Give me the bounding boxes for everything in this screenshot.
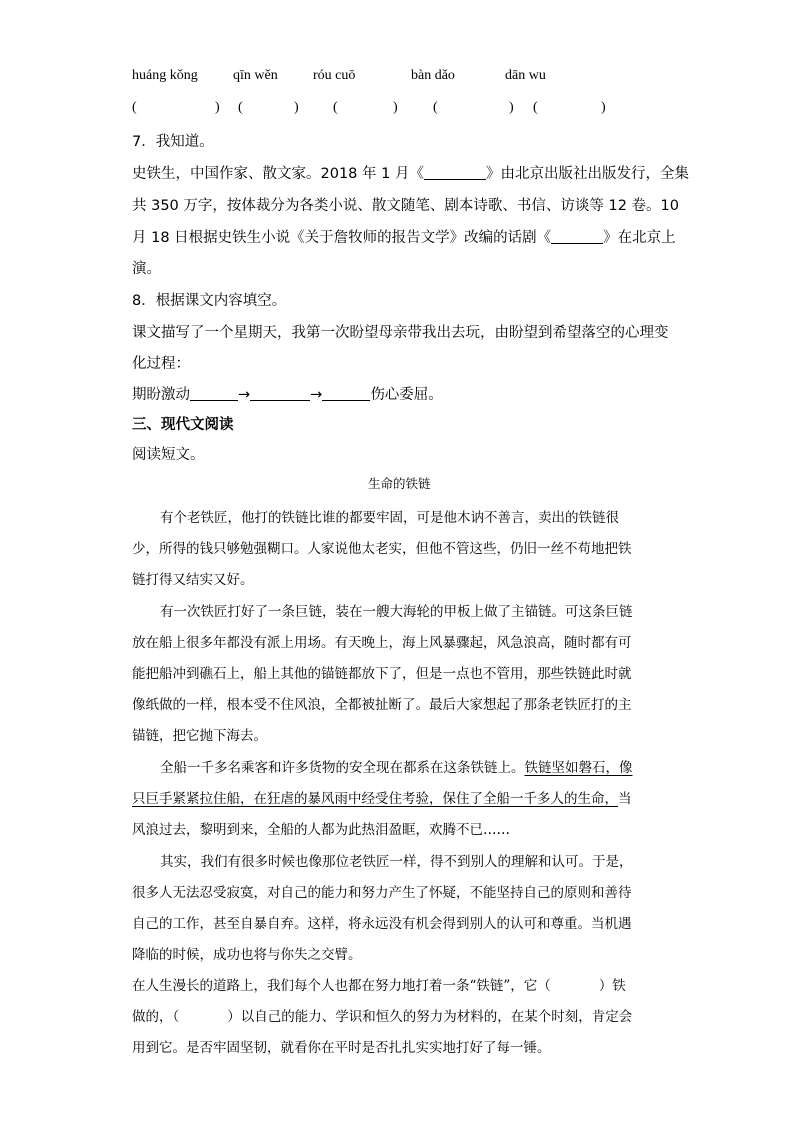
passage-p2-line-5: 锚链，把它抛下海去。 bbox=[132, 728, 267, 744]
passage-p5-line-3: 用到它。是否牢固坚韧，就看你在平时是否扎扎实实地打好了每一锤。 bbox=[132, 1040, 551, 1056]
answer-paren-close-4: ) bbox=[509, 100, 514, 115]
q7-line-2: 共 350 万字，按体裁分为各类小说、散文随笔、剧本诗歌、书信、访谈等 12 卷。10 bbox=[132, 198, 680, 214]
answer-paren-close-5: ) bbox=[601, 100, 606, 115]
passage-p5-line-1-tail: ）铁 bbox=[598, 978, 626, 994]
q8-end-text: 伤心委屈。 bbox=[370, 387, 443, 403]
passage-p5-line-1-text: 在人生漫长的道路上，我们每个人也都在努力地打着一条“铁链”，它（ bbox=[132, 978, 551, 994]
passage-p1-line-2: 少，所得的钱只够勉强糊口。人家说他太老实，但他不管这些，仍旧一丝不苟地把铁 bbox=[132, 541, 632, 557]
q8-line-1: 课文描写了一个星期天，我第一次盼望母亲带我出去玩，由盼望到希望落空的心理变 bbox=[132, 325, 669, 341]
q7-line-3-text-b: 》在北京上 bbox=[603, 230, 676, 246]
q7-line-1-text-a: 史铁生，中国作家、散文家。2018 年 1 月《 bbox=[132, 166, 424, 182]
q8-line-2: 化过程： bbox=[132, 356, 190, 372]
answer-paren-close-1: ) bbox=[215, 100, 220, 115]
underlined-sentence-part-2: 只巨手紧紧拉住船，在狂虐的暴风雨中经受住考验，保住了全船一千多人的生命， bbox=[132, 791, 618, 807]
q7-line-1-text-b: 》由北京出版社出版发行，全集 bbox=[485, 166, 689, 182]
passage-p5-line-2-text: ）以自己的能力、学识和恒久的努力为材料的，在某个时刻，肯定会 bbox=[227, 1009, 633, 1025]
q7-line-3-text-a: 月 18 日根据史铁生小说《关于詹牧师的报告文学》改编的话剧《 bbox=[132, 230, 552, 246]
passage-p1-line-1: 有个老铁匠，他打的铁链比谁的都要牢固，可是他木讷不善言，卖出的铁链很 bbox=[160, 510, 619, 526]
q8-start-text: 期盼激动 bbox=[132, 387, 190, 403]
section-3-intro: 阅读短文。 bbox=[132, 447, 205, 463]
pinyin-2: qīn wěn bbox=[233, 68, 278, 83]
q8-blank-1[interactable] bbox=[190, 386, 238, 401]
q7-blank-2[interactable] bbox=[551, 229, 603, 244]
passage-p4-line-3: 自己的工作，甚至自暴自弃。这样，将永远没有机会得到别人的认可和尊重。当机遇 bbox=[132, 916, 632, 932]
underlined-sentence-part-1: 铁链坚如磐石，像 bbox=[524, 760, 633, 776]
passage-p5-line-2-head: 做的，（ bbox=[132, 1009, 180, 1025]
passage-p2-line-4: 像纸做的一样，根本受不住风浪，全都被扯断了。最后大家想起了那条老铁匠打的主 bbox=[132, 697, 632, 713]
passage-p2-line-1: 有一次铁匠打好了一条巨链，装在一艘大海轮的甲板上做了主锚链。可这条巨链 bbox=[160, 604, 633, 620]
q7-line-4: 演。 bbox=[132, 261, 161, 277]
section-3-heading: 三、现代文阅读 bbox=[132, 417, 234, 433]
passage-p3-line-2 bbox=[132, 787, 632, 807]
passage-p4-line-2: 很多人无法忍受寂寞，对自己的能力和努力产生了怀疑，不能坚持自己的原则和善待 bbox=[132, 885, 632, 901]
answer-paren-open-3: ( bbox=[333, 100, 338, 115]
q8-arrow-2: → bbox=[310, 387, 323, 403]
passage-p3-line-3: 风浪过去，黎明到来，全船的人都为此热泪盈眶，欢腾不已…… bbox=[132, 822, 510, 838]
passage-p5-line-2 bbox=[132, 1005, 632, 1025]
answer-paren-open-5: ( bbox=[533, 100, 538, 115]
passage-p1-line-3: 链打得又结实又好。 bbox=[132, 572, 254, 588]
q8-blank-2[interactable] bbox=[250, 386, 310, 401]
passage-p5-line-1 bbox=[132, 974, 626, 994]
q8-blank-3[interactable] bbox=[322, 386, 370, 401]
passage-p2-line-3: 能把船冲到礁石上，船上其他的锚链都放下了，但是一点也不管用，那些铁链此时就 bbox=[132, 666, 632, 682]
passage-title: 生命的铁链 bbox=[368, 476, 431, 491]
q8-line-3 bbox=[132, 383, 443, 404]
passage-p3-line-1 bbox=[160, 756, 633, 776]
answer-paren-close-2: ) bbox=[294, 100, 299, 115]
answer-paren-open-1: ( bbox=[132, 100, 137, 115]
q8-arrow-1: → bbox=[238, 387, 251, 403]
answer-paren-open-2: ( bbox=[238, 100, 243, 115]
q7-line-3 bbox=[132, 226, 676, 247]
passage-p3-line-1-text: 全船一千多名乘客和许多货物的安全现在都系在这条铁链上。 bbox=[160, 760, 525, 776]
passage-p2-line-2: 放在船上很多年都没有派上用场。有天晚上，海上风暴骤起，风急浪高，随时都有可 bbox=[132, 635, 632, 651]
pinyin-4: bàn dǎo bbox=[411, 68, 455, 83]
answer-paren-open-4: ( bbox=[433, 100, 438, 115]
passage-p3-line-2-tail: 当 bbox=[618, 791, 632, 807]
passage-p4-line-1: 其实，我们有很多时候也像那位老铁匠一样，得不到别人的理解和认可。于是， bbox=[160, 854, 633, 870]
pinyin-5: dān wu bbox=[505, 68, 546, 83]
pinyin-1: huáng kǒng bbox=[132, 68, 198, 83]
passage-p4-line-4: 降临的时候，成功也将与你失之交臂。 bbox=[132, 947, 362, 963]
q7-blank-1[interactable] bbox=[424, 165, 486, 180]
q7-title: 7．我知道。 bbox=[132, 134, 214, 150]
q8-title: 8．根据课文内容填空。 bbox=[132, 293, 287, 309]
answer-paren-close-3: ) bbox=[393, 100, 398, 115]
pinyin-3: róu cuō bbox=[313, 68, 356, 83]
q7-line-1 bbox=[132, 162, 689, 183]
